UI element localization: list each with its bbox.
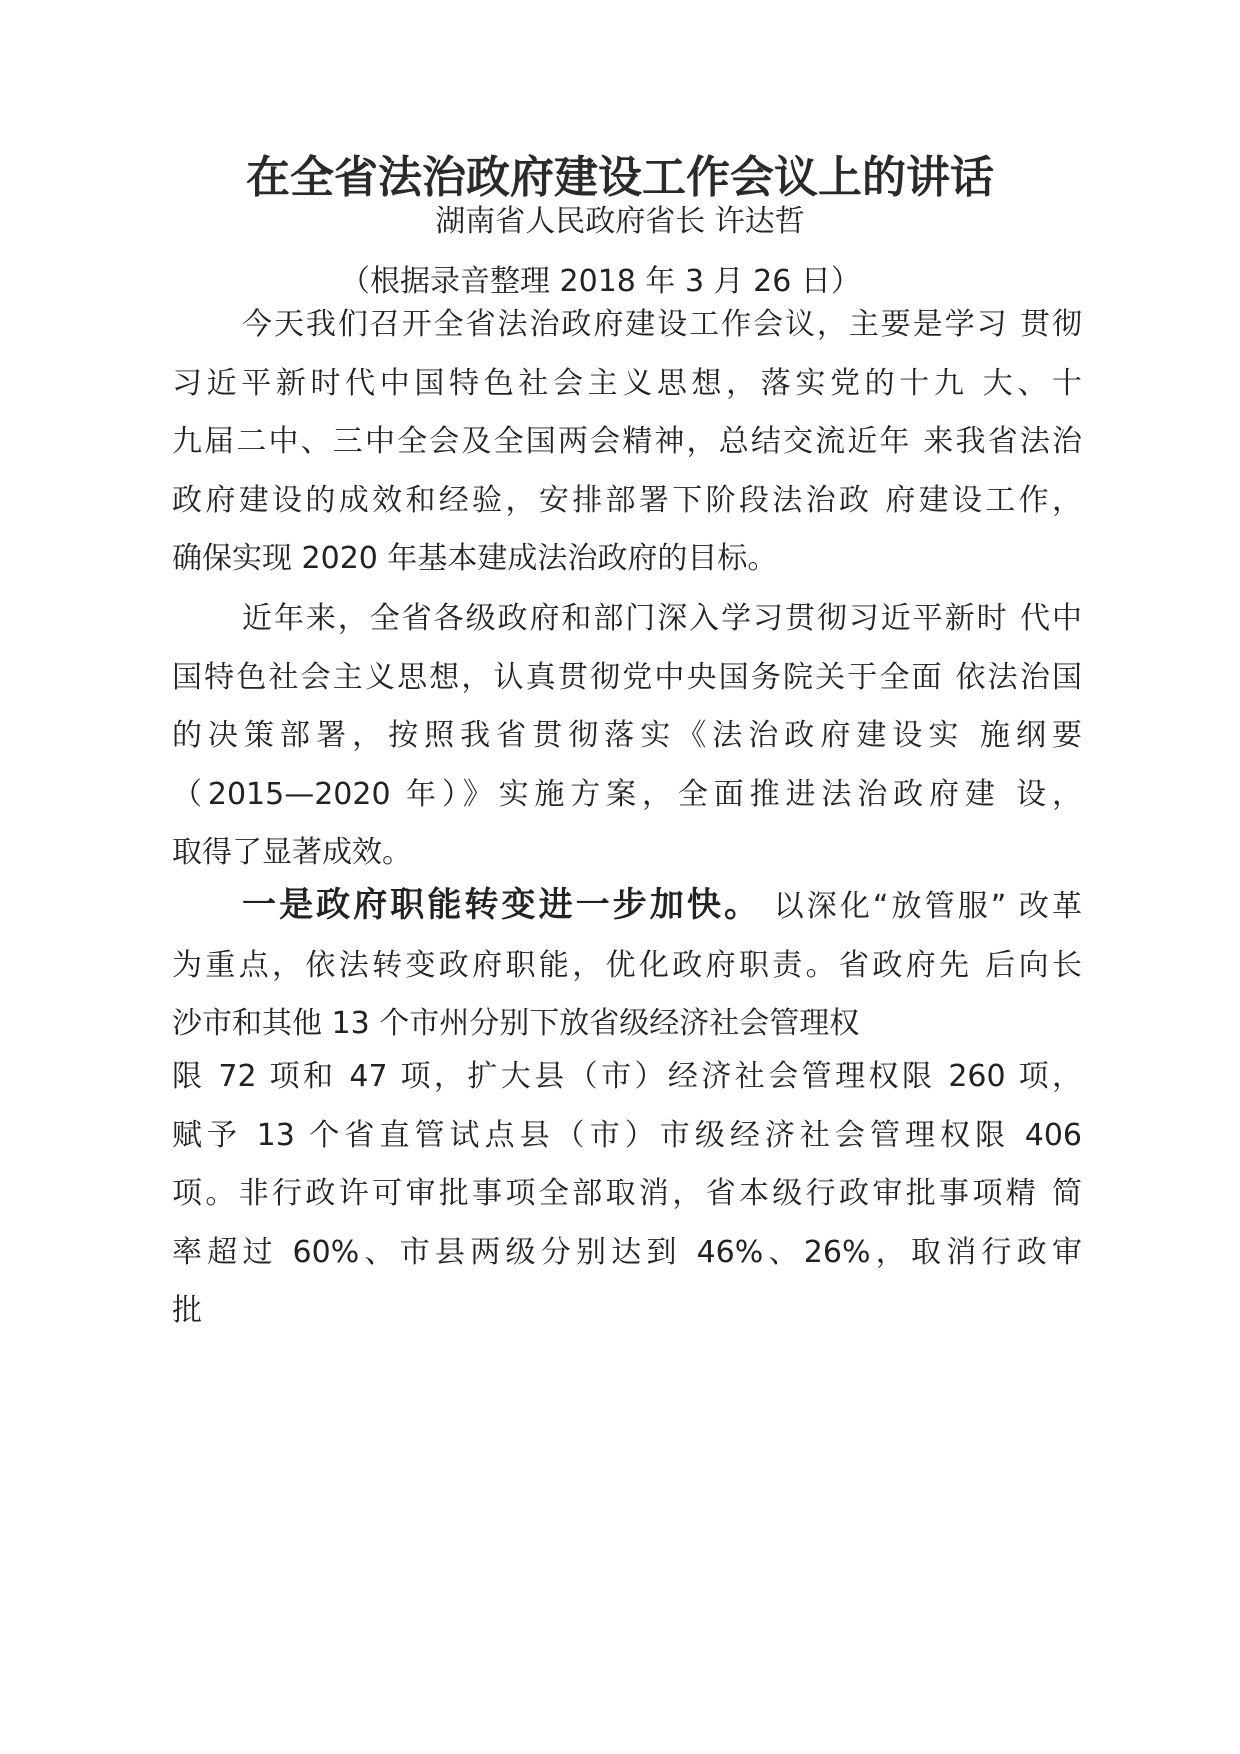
paragraph-line: 为重点，依法转变政府职能，优化政府职责。省政府先 后向长 <box>172 947 1082 983</box>
paragraph-function-transformation <box>172 876 1082 1054</box>
paragraph-line: 的决策部署，按照我省贯彻落实《法治政府建设实 施纲要 <box>172 718 1082 753</box>
paragraph-line: 政府建设的成效和经验，安排部署下阶段法治政 府建设工作， <box>172 482 1082 518</box>
paragraph-intro <box>172 296 1082 589</box>
paragraph-line: 近年来，全省各级政府和部门深入学习贯彻习近平新时 代中 <box>242 601 1082 636</box>
paragraph-line: 批 <box>172 1293 202 1328</box>
paragraph-line: 习近平新时代中国特色社会主义思想，落实党的十九 大、十 <box>172 365 1082 401</box>
paragraph-line <box>172 876 1082 937</box>
paragraph-line: 沙市和其他 13 个市州分别下放省级经济社会管理权 <box>172 1006 860 1041</box>
paragraph-line: 国特色社会主义思想，认真贯彻党中央国务院关于全面 依法治国 <box>172 659 1082 695</box>
paragraph-line: 确保实现 2020 年基本建成法治政府的目标。 <box>172 541 778 576</box>
author-line: 湖南省人民政府省长 许达哲 <box>435 204 805 239</box>
paragraph-continuation <box>172 1048 1082 1341</box>
paragraph-line: 率超过 60%、市县两级分别达到 46%、26%，取消行政审 <box>172 1234 1082 1270</box>
paragraph-line: 今天我们召开全省法治政府建设工作会议，主要是学习 贯彻 <box>242 307 1082 342</box>
paragraph-line: 九届二中、三中全会及全国两会精神，总结交流近年 来我省法治 <box>172 424 1082 459</box>
paragraph-line: （2015—2020 年）》实施方案，全面推进法治政府建 设， <box>172 776 1082 812</box>
document-title: 在全省法治政府建设工作会议上的讲话 <box>246 152 994 203</box>
paragraph-line: 项。非行政许可审批事项全部取消，省本级行政审批事项精 简 <box>172 1176 1082 1211</box>
paragraph-line: 取得了显著成效。 <box>172 835 412 870</box>
section-lead-rest: 以深化“放管服” 改革 <box>773 889 1083 924</box>
paragraph-achievements <box>172 590 1082 883</box>
paragraph-line: 赋予 13 个省直管试点县（市）市级经济社会管理权限 406 <box>172 1117 1082 1153</box>
section-lead: 一是政府职能转变进一步加快。 <box>242 885 762 925</box>
date-note: （根据录音整理 2018 年 3 月 26 日） <box>340 264 861 299</box>
paragraph-line: 限 72 项和 47 项，扩大县（市）经济社会管理权限 260 项， <box>172 1059 1082 1094</box>
